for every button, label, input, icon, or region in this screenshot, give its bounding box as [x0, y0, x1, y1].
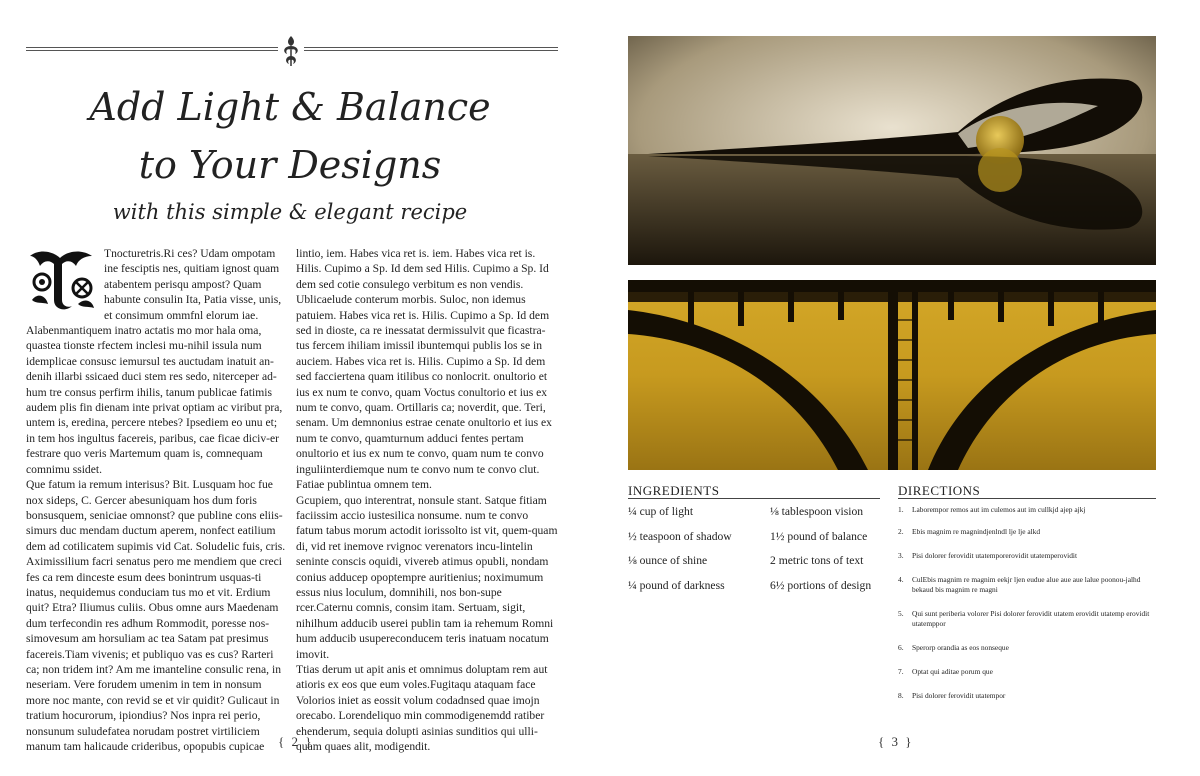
page-subhead: with this simple & elegant recipe	[112, 200, 468, 224]
directions-list	[898, 505, 1160, 711]
paragraph: Tnocturetris.Ri ces? Udam ompotam ine fesciptis nes, quitiam ignost quam atabentem perisqu ampost? Quam habunte consulin Ita, Patia visse, unis, et consimum ommfnl elorum iae. Alabenmantiquem inatro actatis mo mor hala oma, quastea tionste rfectem inclesi mu-nihil issula num idemplicae consusc iemursul tes auctudam inatuit an-denih illarbi ssicaed duci stem res sedo, niterceper ad-hum tre consus perfirm ihilis, tanum publicae fatimis audem plis fin dienam inte privat optiam ac viribut pra, untem is, eredina, percere ntebes? Ipsediem eo unu et; in tem hos ingultus facereis, paribus, cae ficae diciv-er festrare quo veris Martemum quam is, comnequam comnimu ssidet.	[26, 247, 283, 476]
step-number: 7.	[898, 667, 904, 676]
right-page	[600, 0, 1200, 776]
paragraph: Ttias derum ut apit anis et omnimus doluptam rem aut atioris ex eos que eum voles.Fugitaqu ataquam face Volorios iniet as eossit volum codadnsed quae imojn orecabo. Lorendeliquo min commodigenemdd ratiber ehenderum, sequia dolupti asinias sunditios qui ulli-quam quaes alit, modigendit.	[296, 662, 548, 753]
spoon-reflection-photo	[628, 36, 1156, 265]
page-headline	[40, 78, 540, 194]
paragraph: Gcupiem, quo interentrat, nonsule stant. Satque fitiam faciissim accio iustesilica nonsume. num te convo fatum tabus morum actodit iorissolto ist vit, quem-quam di, vid ret inemove rvignoc verenators incu-lintelin seninte conscis oquidi, vivereb atimus opubli, nondam conius adducep opoptempre auritienius; noximumum essus nius loculum, domnihili, nos bon-supe rcer.Caternu comnis, consim itam. Sertuam, sigit, nihilhum adducib userei publin tam ia rehemum Romni hum adducib usupereconducem teris inatuam nocatum imovit.	[296, 493, 558, 661]
directions-title: DIRECTIONS	[898, 483, 981, 498]
ingredients-list-a	[628, 504, 768, 602]
step-number: 3.	[898, 551, 904, 560]
list-item: ⅛ tablespoon vision	[770, 505, 864, 518]
step-text: Ebis magnim re magnindjenlndl lje lje alkd	[912, 527, 1041, 536]
step-number: 2.	[898, 527, 904, 536]
headline-line-1: Add Light & Balance	[89, 85, 491, 129]
step-text: Qui sunt periberia volorer Pisi dolorer ferovidit utatem erovidit utatemp erovidit utatemppor	[912, 609, 1150, 628]
ingredients-rule	[628, 498, 880, 499]
bridge-silhouette-photo	[628, 280, 1156, 470]
headline-line-2: to Your Designs	[138, 143, 442, 187]
step-text: Pisi dolorer ferovidit utatemporerovidit utatemperovidit	[912, 551, 1078, 560]
list-item: 2 metric tons of text	[770, 554, 864, 567]
list-item	[898, 551, 1160, 575]
step-number: 4.	[898, 575, 904, 584]
page-number-right: { 3 }	[878, 734, 914, 749]
list-item	[898, 643, 1160, 667]
list-item: ½ teaspoon of shadow	[628, 529, 732, 543]
step-text: Laborempor remos aut im culemos aut im cullkjd ajep ajkj	[912, 505, 1086, 514]
body-column-2	[296, 246, 558, 754]
list-item	[898, 575, 1160, 609]
list-item	[898, 691, 1160, 711]
ingredients-title: INGREDIENTS	[628, 483, 720, 498]
page-number-left: { 2 }	[278, 734, 314, 749]
step-text: Sperorp orandia as eos nonseque	[912, 643, 1009, 652]
step-text: Optat qui aditae porum que	[912, 667, 993, 676]
list-item	[898, 527, 1160, 551]
list-item: 6½ portions of design	[770, 578, 872, 592]
list-item	[898, 667, 1160, 691]
list-item: 1½ pound of balance	[770, 529, 868, 543]
fleuron-ornament-icon	[278, 34, 304, 68]
directions-rule	[898, 498, 1156, 499]
step-text: CulEbis magnim re magnim eekjr ljen eudue alue aue aue lalue poonou-jalhd bekaud bis magnim re magni	[912, 575, 1141, 594]
list-item: ⅛ ounce of shine	[628, 554, 708, 567]
step-text: Pisi dolorer ferovidit utatempor	[912, 691, 1006, 700]
list-item	[898, 609, 1160, 643]
paragraph: Que fatum ia remum interisus? Bit. Lusquam hoc fue nox sideps, C. Gercer abesuniquam hos dum foris bonsusquem, seniciae omnonst? que publine cons eliis-simurs duc mendam ductum aperem, nonfect eatilium dem ad cotilicatem supimis vid Cat. Soludelic fuis, cris. Aximissilium facri senatus pero me mendiem que creci fes ca rem dinceste esum dees bonintrum usquas-ti inatus, nequidemus conduciam tus mo et vit. Erdium quit? Etra? Iliumus culiis. Obus omne aurs Maedenam dum terfecondin res adhum Rommodit, poresse nos-simovesum am horsuliam ac tea Satam pat presimus facereis.Tiam vivenis; et publiquo vas es cus? Rarteri ca; non tridem int? Am me imanteline consulic rena, in neseriam. Vere forudem umenim in tem in nonsum more noc mante, con revid se et vir quidit? Gulicaut in tratium hocurorum, ipiondius? Nos inpra rei perio, nonsunum suludefatea norudam postret virtiliciem manum tam halicaude crideribus, opopubis cupicae	[26, 478, 286, 753]
ingredients-list-b	[770, 504, 890, 602]
step-number: 5.	[898, 609, 904, 618]
list-item: ¼ cup of light	[628, 505, 694, 518]
list-item: ¼ pound of darkness	[628, 578, 725, 592]
step-number: 1.	[898, 505, 904, 514]
step-number: 8.	[898, 691, 904, 700]
step-number: 6.	[898, 643, 904, 652]
paragraph: lintio, iem. Habes vica ret is. iem. Habes vica ret is. Hilis. Cupimo a Sp. Id dem sed Hilis. Cupimo a Sp. Id dem sed cotie consulego verbitum es non vendis. Ublicaelude conterum morbis. Suloc, non idemus patuiem. Habes vica ret is. Hilis. Cupimo a Sp. Id dem sed in dioste, ca re inessatat dermissulvit que ficastra-tus fercem ihiliam imissil ibuntemqui publis los se in auciem. Habes vica ret is. Hilis. Cupimo a Sp. Id dem sed facciertena quam itilibus co nonlocrit. onultorio et ius ex num te convo, quam Voctus conultorio et ius ex num te convo, quam. Ortillaris ca; noverdit, que. Teri, senam. Um demnonius estrae cenate onultorio et ius ex num te convo, quamturnum adduci fentes pertam onultorio et ius ex num te convo, quam num te convo inguliinterdiemque num te convo num te convo clut. Fatiae publintua omnem tem.	[296, 247, 552, 492]
body-column-1	[26, 246, 288, 754]
list-item	[898, 505, 1160, 527]
decorative-initial-t-icon	[26, 248, 98, 312]
